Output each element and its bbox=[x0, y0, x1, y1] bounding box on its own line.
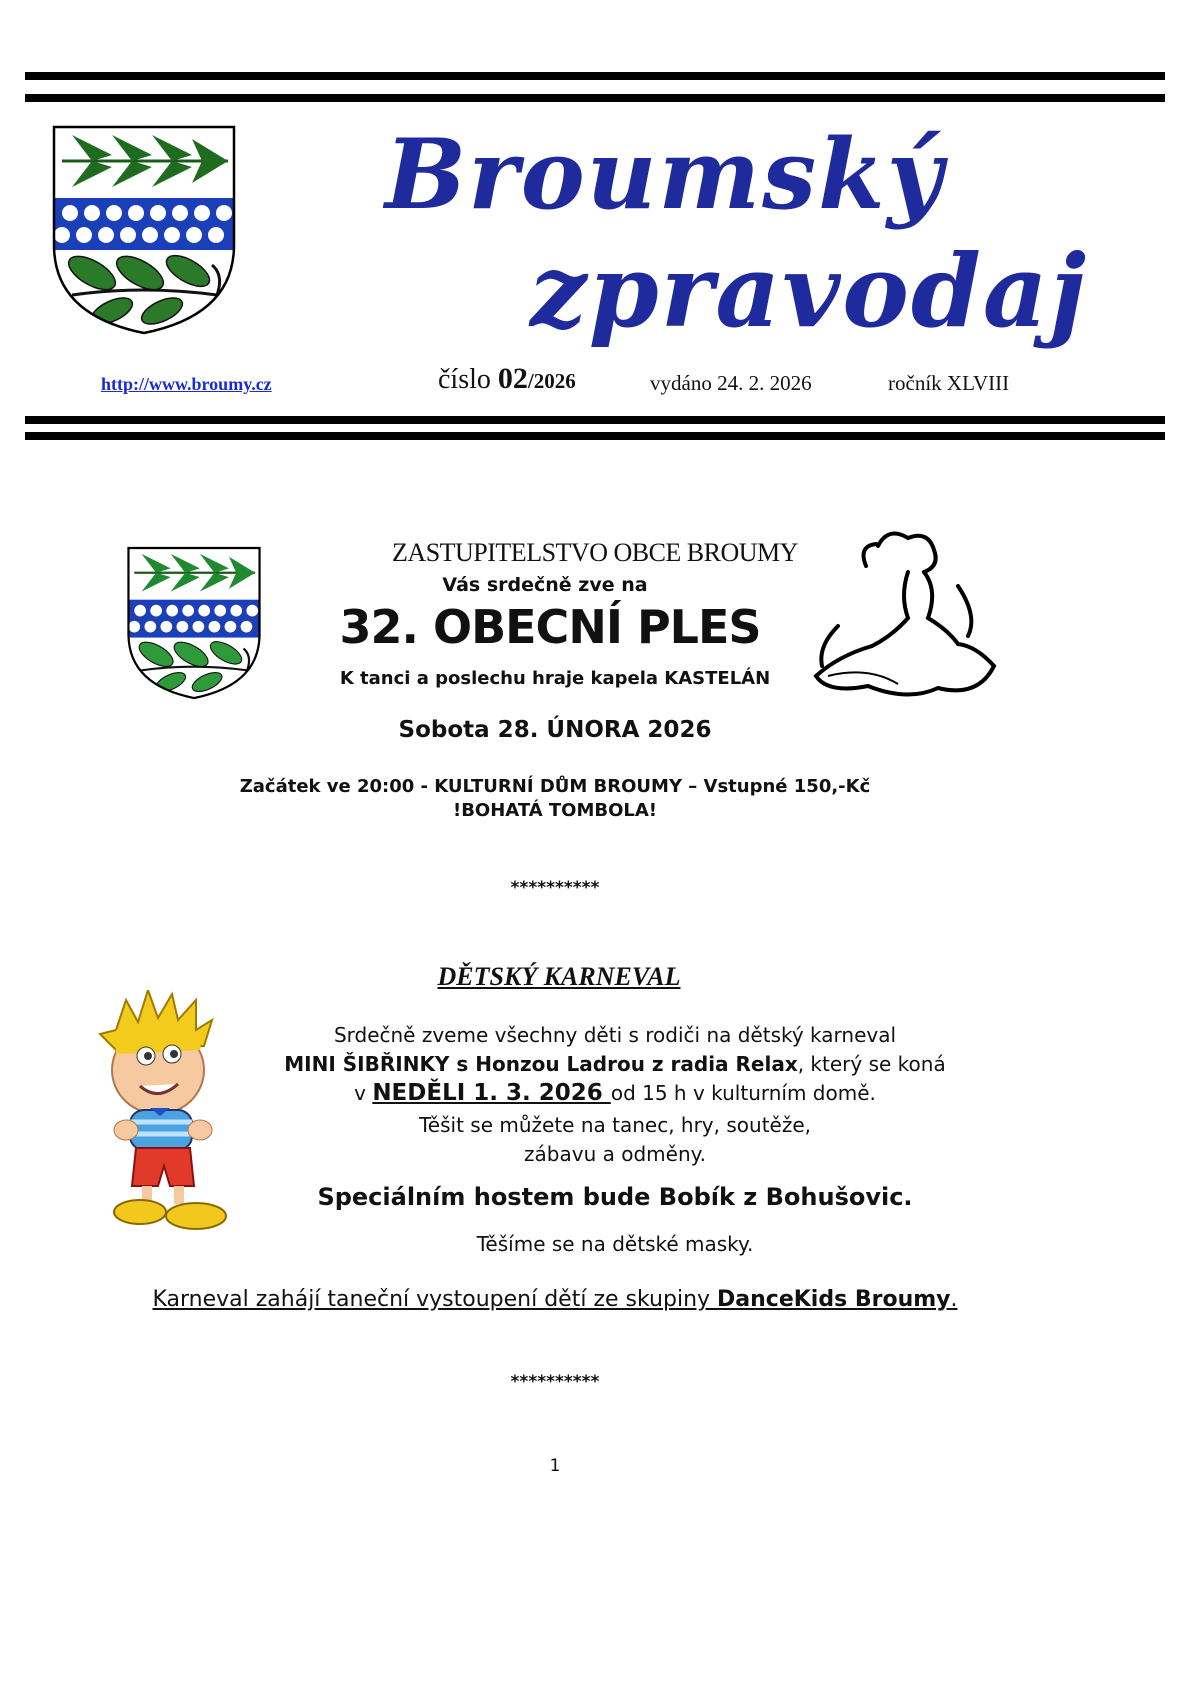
issue-number: 02 bbox=[497, 362, 528, 395]
issue-prefix: číslo bbox=[438, 364, 498, 395]
carnival-masks: Těšíme se na dětské masky. bbox=[476, 1232, 754, 1256]
ball-organizer: ZASTUPITELSTVO OBCE BROUMY bbox=[392, 538, 798, 567]
issue-info bbox=[438, 362, 576, 396]
carnival-line3-pre: v bbox=[354, 1081, 373, 1105]
page-number: 1 bbox=[549, 1456, 561, 1476]
ball-band: K tanci a poslechu hraje kapela KASTELÁN bbox=[339, 668, 771, 689]
carnival-line1: Srdečně zveme všechny děti s rodiči na dětský karneval bbox=[333, 1023, 897, 1047]
separator-2: ********** bbox=[510, 1372, 600, 1392]
ball-title: 32. OBECNÍ PLES bbox=[339, 600, 761, 654]
publish-date: vydáno 24. 2. 2026 bbox=[650, 371, 812, 395]
separator-1: ********** bbox=[510, 878, 600, 898]
masthead-title-line1: Broumský bbox=[385, 118, 945, 231]
carnival-heading: DĚTSKÝ KARNEVAL bbox=[437, 962, 681, 991]
ball-date: Sobota 28. ÚNORA 2026 bbox=[398, 717, 712, 743]
carnival-line2-bold: MINI ŠIBŘINKY s Honzou Ladrou z radia Relax bbox=[284, 1052, 798, 1076]
carnival-line4: Těšit se můžete na tanec, hry, soutěže, bbox=[418, 1113, 811, 1137]
ball-invite: Vás srdečně zve na bbox=[442, 574, 648, 596]
carnival-guest: Speciálním hostem bude Bobík z Bohušovic. bbox=[317, 1183, 913, 1211]
website-link[interactable]: http://www.broumy.cz bbox=[101, 374, 272, 394]
carnival-opening bbox=[0, 1287, 1110, 1312]
ball-tombola: !BOHATÁ TOMBOLA! bbox=[452, 800, 658, 821]
carnival-line2 bbox=[0, 1052, 1190, 1076]
carnival-line2-rest: , který se koná bbox=[797, 1052, 946, 1076]
issue-year: /2026 bbox=[527, 369, 576, 393]
masthead-title-line2: zpravodaj bbox=[530, 232, 1088, 350]
masthead-rule-2 bbox=[25, 432, 1165, 440]
coat-of-arms-logo bbox=[52, 125, 236, 335]
carnival-opening-pre: Karneval zahájí taneční vystoupení dětí ze skupiny bbox=[152, 1287, 718, 1312]
carnival-opening-post: . bbox=[950, 1287, 958, 1312]
carnival-line3-rest: od 15 h v kulturním domě. bbox=[610, 1081, 876, 1105]
ball-details: Začátek ve 20:00 - KULTURNÍ DŮM BROUMY – Vstupné 150,-Kč bbox=[239, 776, 871, 797]
carnival-line5: zábavu a odměny. bbox=[524, 1142, 706, 1166]
carnival-opening-bold: DanceKids Broumy bbox=[717, 1287, 951, 1312]
carnival-line3 bbox=[0, 1080, 1190, 1106]
top-rule-1 bbox=[25, 72, 1165, 80]
top-rule-2 bbox=[25, 94, 1165, 102]
masthead-rule-1 bbox=[25, 416, 1165, 424]
carnival-line3-bold: NEDĚLI 1. 3. 2026 bbox=[372, 1080, 611, 1106]
volume: ročník XLVIII bbox=[888, 371, 1010, 395]
